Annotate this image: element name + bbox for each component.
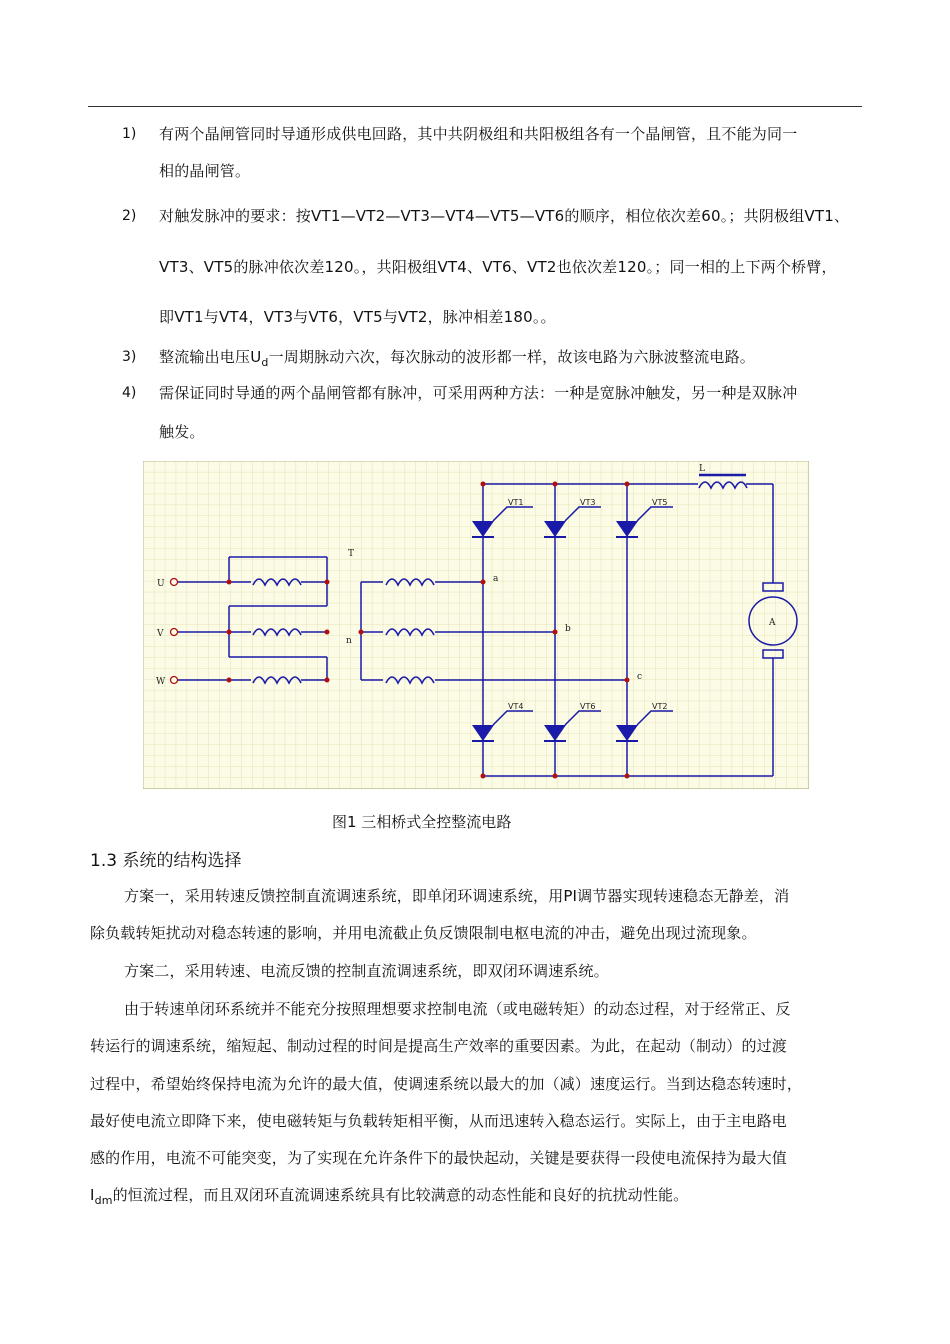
label-vt4: VT4 bbox=[508, 702, 524, 711]
list-text-line: 触发。 bbox=[159, 423, 205, 441]
paragraph-line: 除负载转矩扰动对稳态转速的影响，并用电流截止负反馈限制电枢电流的冲击，避免出现过流现象。 bbox=[90, 924, 757, 942]
terminal-u-icon bbox=[171, 579, 178, 586]
paragraph-line: 转运行的调速系统，缩短起、制动过程的时间是提高生产效率的重要因素。为此，在起动（制动）的过渡 bbox=[90, 1037, 787, 1055]
label-u: U bbox=[157, 579, 165, 589]
label-node-c: c bbox=[637, 672, 643, 682]
section-title: 1.3 系统的结构选择 bbox=[90, 851, 242, 871]
paragraph-line: 方案一，采用转速反馈控制直流调速系统，即单闭环调速系统，用PI调节器实现转速稳态无静差，消 bbox=[124, 887, 790, 905]
label-neutral: n bbox=[346, 636, 352, 646]
list-text-line: 有两个晶闸管同时导通形成供电回路，其中共阴极组和共阳极组各有一个晶闸管，且不能为同一 bbox=[159, 125, 798, 143]
list-number: 3) bbox=[122, 349, 137, 365]
paragraph-line: $I_{dm}$的恒流过程，而且双闭环直流调速系统具有比较满意的动态性能和良好的抗扰动性能。 bbox=[90, 1186, 689, 1207]
list-number: 1) bbox=[122, 126, 137, 142]
paragraph-line: 感的作用，电流不可能突变，为了实现在允许条件下的最快起动，关键是要获得一段使电流保持为最大值 bbox=[90, 1149, 787, 1167]
label-vt6: VT6 bbox=[580, 702, 596, 711]
paragraph-line: 由于转速单闭环系统并不能充分按照理想要求控制电流（或电磁转矩）的动态过程，对于经常正、反 bbox=[124, 1000, 791, 1018]
label-v: V bbox=[157, 629, 164, 639]
list-number: 2) bbox=[122, 208, 137, 224]
label-inductor: L bbox=[699, 464, 705, 474]
label-w: W bbox=[156, 677, 166, 687]
label-vt5: VT5 bbox=[652, 498, 668, 507]
label-node-a: a bbox=[493, 574, 499, 584]
header-rule bbox=[88, 106, 862, 107]
label-vt3: VT3 bbox=[580, 498, 596, 507]
list-text-line: 对触发脉冲的要求：按VT1—VT2—VT3—VT4—VT5—VT6的顺序，相位依次差60。；共阴极组VT1、 bbox=[159, 207, 850, 225]
rectifier-circuit-diagram bbox=[143, 461, 809, 789]
label-transformer: T bbox=[348, 549, 355, 559]
label-vt2: VT2 bbox=[652, 702, 668, 711]
figure-caption: 图1 三相桥式全控整流电路 bbox=[332, 813, 512, 831]
list-text-line: VT3、VT5的脉冲依次差120。，共阳极组VT4、VT6、VT2也依次差120。；同一相的上下两个桥臂， bbox=[159, 258, 837, 276]
list-text-line: 需保证同时导通的两个晶闸管都有脉冲，可采用两种方法：一种是宽脉冲触发，另一种是双脉冲 bbox=[159, 384, 798, 402]
list-text-line: 即VT1与VT4，VT3与VT6，VT5与VT2，脉冲相差180。。 bbox=[159, 308, 556, 326]
label-node-b: b bbox=[565, 624, 571, 634]
list-number: 4) bbox=[122, 385, 137, 401]
label-vt1: VT1 bbox=[508, 498, 524, 507]
list-text-line: 整流输出电压$U_d$一周期脉动六次，每次脉动的波形都一样，故该电路为六脉波整流电路。 bbox=[159, 348, 755, 369]
paragraph-line: 最好使电流立即降下来，使电磁转矩与负载转矩相平衡，从而迅速转入稳态运行。实际上，由于主电路电 bbox=[90, 1112, 787, 1130]
grid-lines bbox=[143, 461, 809, 789]
terminal-v-icon bbox=[171, 629, 178, 636]
paragraph-line: 过程中，希望始终保持电流为允许的最大值，使调速系统以最大的加（减）速度运行。当到达稳态转速时， bbox=[90, 1075, 803, 1093]
list-text-line: 相的晶闸管。 bbox=[159, 162, 251, 180]
paragraph-line: 方案二，采用转速、电流反馈的控制直流调速系统，即双闭环调速系统。 bbox=[124, 962, 609, 980]
label-motor: A bbox=[769, 618, 776, 628]
terminal-w-icon bbox=[171, 677, 178, 684]
